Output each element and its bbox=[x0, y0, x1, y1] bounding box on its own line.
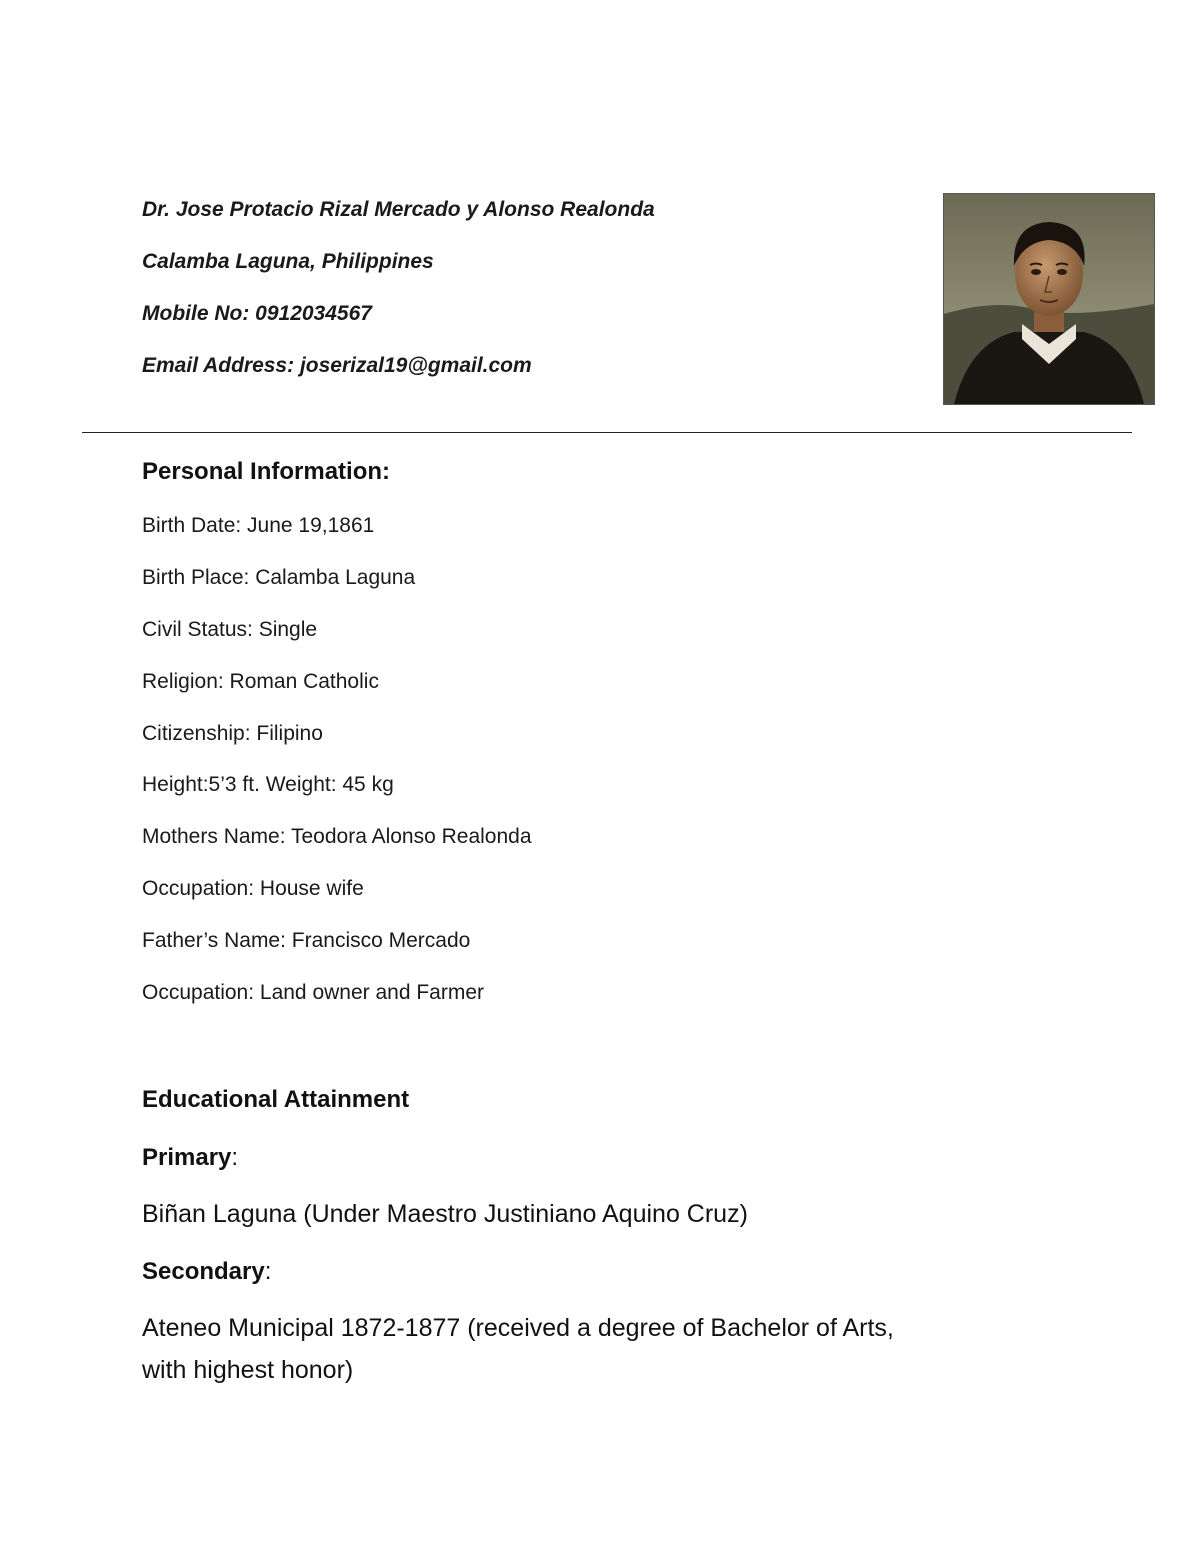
personal-info-heading: Personal Information: bbox=[142, 458, 391, 485]
primary-colon: : bbox=[231, 1144, 239, 1171]
primary-heading bbox=[142, 1144, 238, 1172]
secondary-label: Secondary bbox=[142, 1258, 265, 1285]
portrait-photo bbox=[943, 193, 1155, 405]
secondary-school-line2: with highest honor) bbox=[142, 1356, 354, 1384]
mother-occupation: Occupation: House wife bbox=[142, 877, 364, 900]
applicant-email: Email Address: joserizal19@gmail.com bbox=[142, 354, 532, 377]
father-occupation: Occupation: Land owner and Farmer bbox=[142, 981, 485, 1004]
religion: Religion: Roman Catholic bbox=[142, 670, 379, 693]
father-name: Father’s Name: Francisco Mercado bbox=[142, 929, 471, 952]
secondary-school-line1: Ateneo Municipal 1872-1877 (received a degree of Bachelor of Arts, bbox=[142, 1314, 894, 1342]
birth-place: Birth Place: Calamba Laguna bbox=[142, 566, 416, 589]
applicant-mobile: Mobile No: 0912034567 bbox=[142, 302, 372, 325]
primary-school: Biñan Laguna (Under Maestro Justiniano Aquino Cruz) bbox=[142, 1200, 748, 1228]
citizenship: Citizenship: Filipino bbox=[142, 722, 323, 745]
education-heading: Educational Attainment bbox=[142, 1086, 410, 1113]
applicant-name: Dr. Jose Protacio Rizal Mercado y Alonso Realonda bbox=[142, 198, 655, 221]
civil-status: Civil Status: Single bbox=[142, 618, 318, 641]
applicant-address: Calamba Laguna, Philippines bbox=[142, 250, 434, 273]
primary-label: Primary bbox=[142, 1144, 232, 1171]
mother-name: Mothers Name: Teodora Alonso Realonda bbox=[142, 825, 532, 848]
secondary-colon: : bbox=[264, 1258, 272, 1285]
secondary-heading bbox=[142, 1258, 271, 1286]
height-weight: Height:5’3 ft. Weight: 45 kg bbox=[142, 773, 394, 796]
portrait-icon bbox=[944, 194, 1154, 404]
header-divider bbox=[82, 432, 1132, 433]
birth-date: Birth Date: June 19,1861 bbox=[142, 514, 375, 537]
